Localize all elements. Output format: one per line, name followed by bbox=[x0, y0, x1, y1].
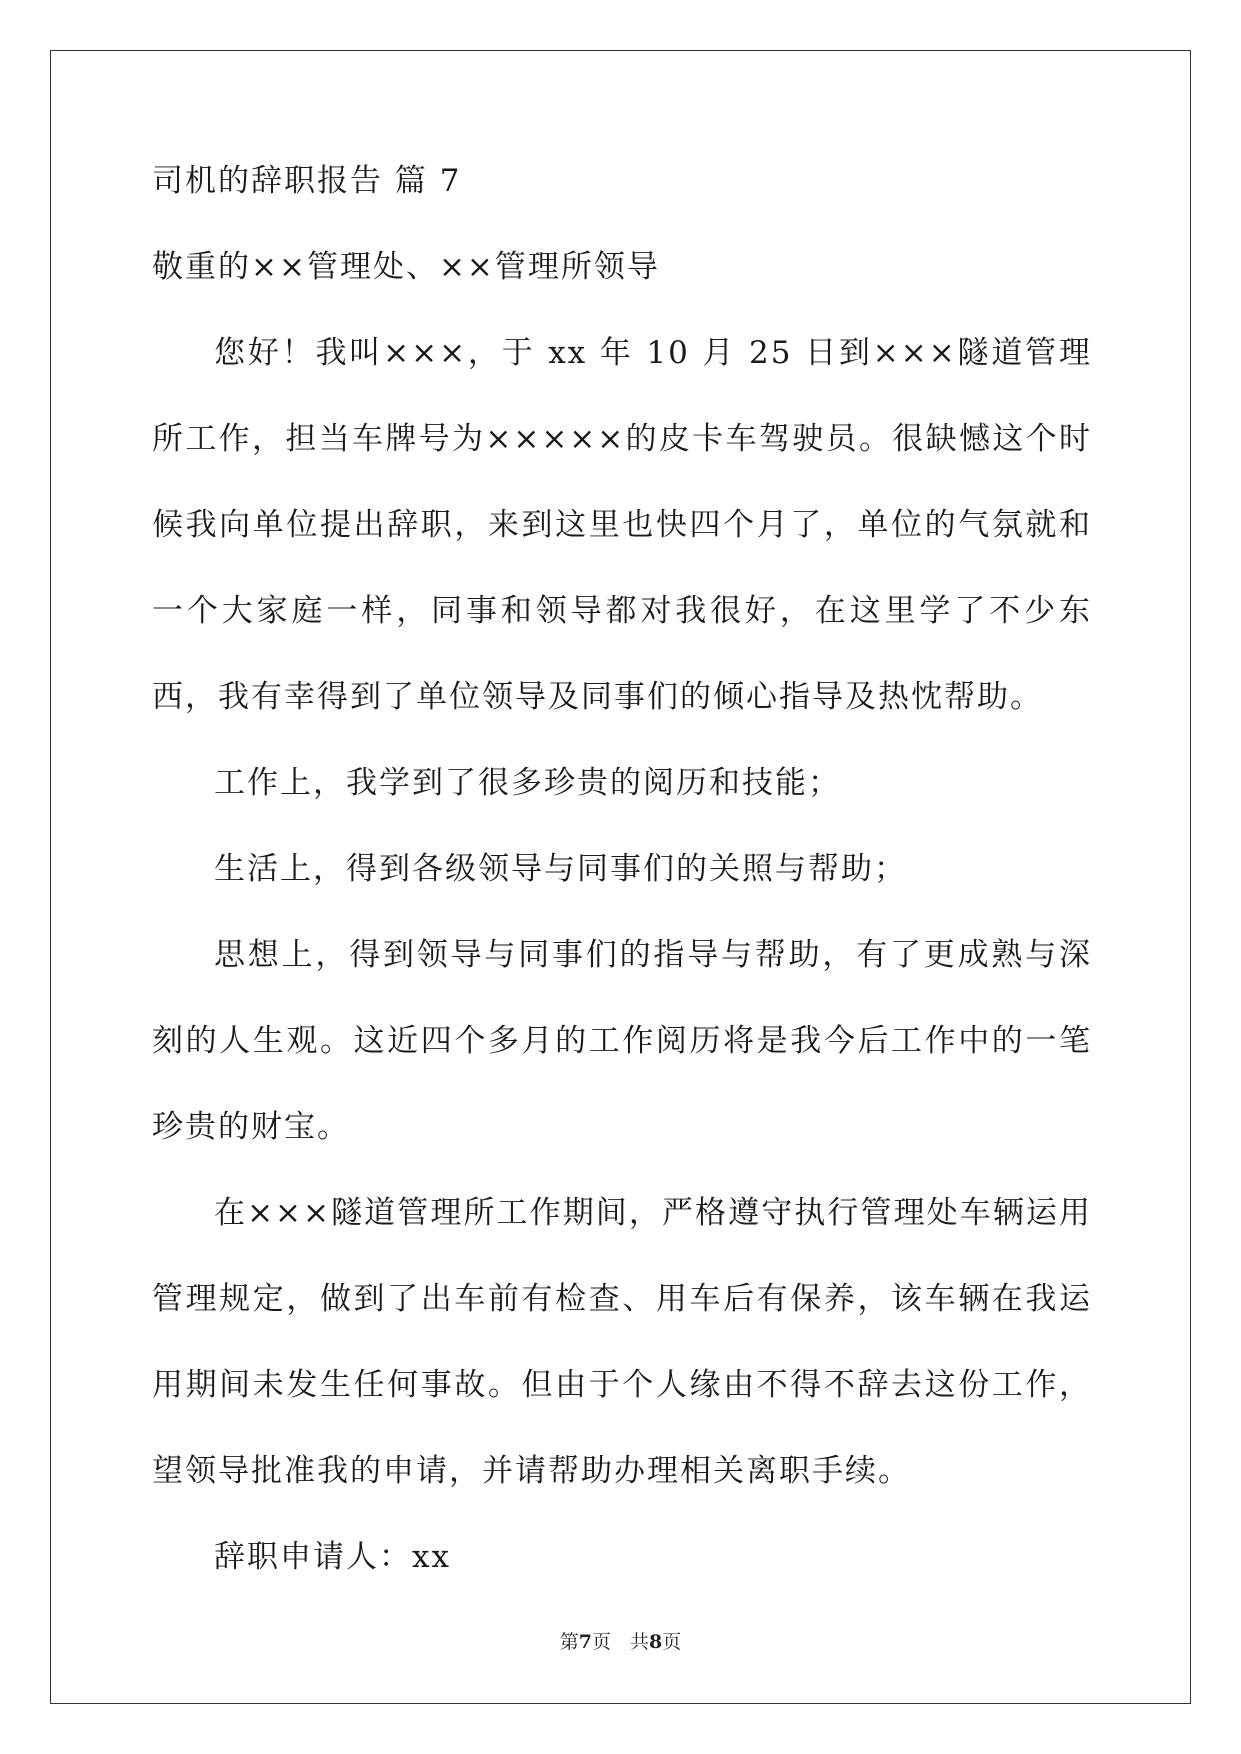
document-heading: 司机的辞职报告 篇 7 bbox=[152, 163, 462, 199]
footer-suffix: 页 bbox=[662, 1631, 682, 1653]
paragraph-duty: 在×××隧道管理所工作期间，严格遵守执行管理处车辆运用管理规定，做到了出车前有检查、用车后有保养，该车辆在我运用期间未发生任何事故。但由于个人缘由不得不辞去这份工作，望领导批准我的申请，并请帮助办理相关离职手续。 bbox=[152, 1195, 1092, 1489]
document-body bbox=[152, 160, 1092, 1600]
salutation: 敬重的××管理处、××管理所领导 bbox=[152, 249, 660, 285]
current-page-number: 7 bbox=[578, 1631, 592, 1653]
total-pages-number: 8 bbox=[649, 1631, 663, 1653]
footer-prefix: 第 bbox=[559, 1631, 579, 1653]
signature-line: 辞职申请人：xx bbox=[214, 1539, 451, 1575]
footer-mid: 页 共 bbox=[591, 1631, 649, 1653]
paragraph-thought: 思想上，得到领导与同事们的指导与帮助，有了更成熟与深刻的人生观。这近四个多月的工作阅历将是我今后工作中的一笔珍贵的财宝。 bbox=[152, 937, 1092, 1145]
paragraph-intro: 您好！我叫×××，于 xx 年 10 月 25 日到×××隧道管理所工作，担当车牌号为×××××的皮卡车驾驶员。很缺憾这个时候我向单位提出辞职，来到这里也快四个月了，单位的气氛就和一个大家庭一样，同事和领导都对我很好，在这里学了不少东西，我有幸得到了单位领导及同事们的倾心指导及热忱帮助。 bbox=[152, 335, 1092, 715]
page-footer bbox=[0, 1627, 1241, 1654]
paragraph-work: 工作上，我学到了很多珍贵的阅历和技能； bbox=[214, 765, 841, 801]
paragraph-life: 生活上，得到各级领导与同事们的关照与帮助； bbox=[214, 851, 907, 887]
